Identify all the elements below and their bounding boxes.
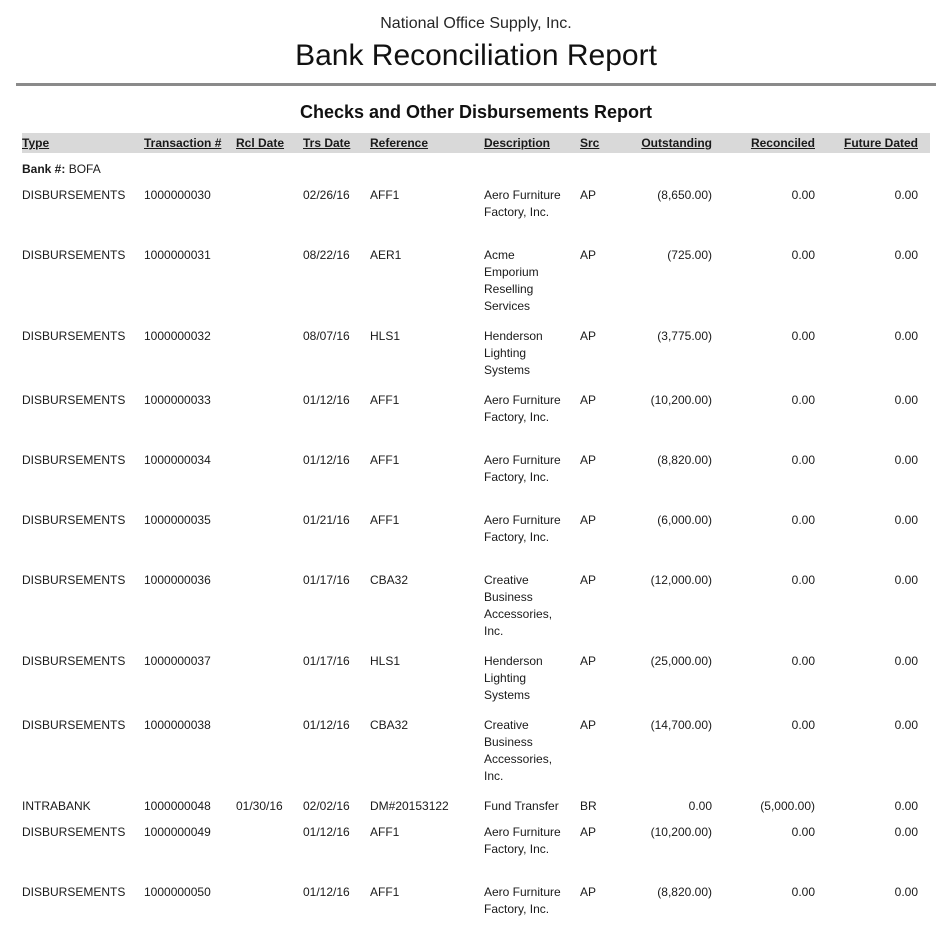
section-title: Checks and Other Disbursements Report bbox=[299, 102, 653, 122]
cell-src bbox=[580, 325, 626, 389]
cell-reference bbox=[370, 795, 484, 821]
cell-reference bbox=[370, 821, 484, 881]
cell-text: HLS1 bbox=[370, 654, 401, 668]
cell-type bbox=[22, 389, 144, 449]
cell-text: 0.00 bbox=[894, 718, 918, 732]
cell-text: Creative Business Accessories, Inc. bbox=[484, 718, 553, 783]
cell-reference bbox=[370, 184, 484, 244]
cell-text: Aero Furniture Factory, Inc. bbox=[484, 885, 561, 916]
cell-text: AFF1 bbox=[370, 885, 400, 899]
cell-trs_date bbox=[303, 821, 370, 881]
cell-rcl_date bbox=[236, 509, 303, 569]
table-row bbox=[22, 509, 930, 569]
cell-outstanding bbox=[626, 881, 730, 941]
cell-text: Aero Furniture Factory, Inc. bbox=[484, 188, 561, 219]
table-row bbox=[22, 795, 930, 821]
disbursements-table bbox=[22, 133, 930, 941]
cell-reconciled bbox=[730, 389, 830, 449]
cell-description bbox=[484, 325, 580, 389]
cell-reconciled bbox=[730, 509, 830, 569]
cell-text: Aero Furniture Factory, Inc. bbox=[484, 513, 561, 544]
cell-text: 01/12/16 bbox=[303, 393, 350, 407]
cell-type bbox=[22, 449, 144, 509]
cell-text: AP bbox=[580, 573, 597, 587]
cell-src bbox=[580, 509, 626, 569]
bank-group-cell bbox=[22, 153, 930, 184]
cell-future_dated bbox=[830, 650, 930, 714]
column-header-label: Src bbox=[580, 136, 600, 150]
cell-future_dated bbox=[830, 881, 930, 941]
cell-text: 01/17/16 bbox=[303, 573, 350, 587]
cell-future_dated bbox=[830, 389, 930, 449]
cell-future_dated bbox=[830, 509, 930, 569]
cell-text: 0.00 bbox=[791, 825, 815, 839]
cell-text: Aero Furniture Factory, Inc. bbox=[484, 453, 561, 484]
column-header-label: Type bbox=[22, 136, 50, 150]
column-header-label: Transaction # bbox=[144, 136, 222, 150]
table-row bbox=[22, 821, 930, 881]
cell-rcl_date bbox=[236, 244, 303, 325]
cell-text: 0.00 bbox=[894, 573, 918, 587]
cell-trs_date bbox=[303, 184, 370, 244]
cell-text: (10,200.00) bbox=[650, 393, 712, 407]
cell-text: AP bbox=[580, 188, 597, 202]
cell-text: 1000000036 bbox=[144, 573, 211, 587]
cell-text: 1000000049 bbox=[144, 825, 211, 839]
cell-rcl_date bbox=[236, 714, 303, 795]
cell-rcl_date bbox=[236, 821, 303, 881]
cell-text: CBA32 bbox=[370, 573, 409, 587]
column-header-src bbox=[580, 133, 626, 153]
cell-text: 0.00 bbox=[894, 248, 918, 262]
cell-trs_date bbox=[303, 244, 370, 325]
cell-text: 0.00 bbox=[791, 188, 815, 202]
column-header-label: Description bbox=[484, 136, 551, 150]
table-body bbox=[22, 153, 930, 941]
cell-src bbox=[580, 389, 626, 449]
cell-reconciled bbox=[730, 184, 830, 244]
cell-text: DISBURSEMENTS bbox=[22, 718, 126, 732]
cell-description bbox=[484, 389, 580, 449]
cell-reconciled bbox=[730, 650, 830, 714]
cell-future_dated bbox=[830, 325, 930, 389]
column-header-label: Rcl Date bbox=[236, 136, 285, 150]
cell-text: AFF1 bbox=[370, 393, 400, 407]
cell-reference bbox=[370, 650, 484, 714]
column-header-rcl_date bbox=[236, 133, 303, 153]
cell-text: 0.00 bbox=[894, 799, 918, 813]
cell-text: 0.00 bbox=[894, 188, 918, 202]
cell-transaction bbox=[144, 449, 236, 509]
cell-rcl_date bbox=[236, 389, 303, 449]
cell-text: DISBURSEMENTS bbox=[22, 513, 126, 527]
cell-text: 01/12/16 bbox=[303, 453, 350, 467]
cell-text: DISBURSEMENTS bbox=[22, 825, 126, 839]
cell-text: (10,200.00) bbox=[650, 825, 712, 839]
cell-reference bbox=[370, 325, 484, 389]
cell-text: (25,000.00) bbox=[650, 654, 712, 668]
cell-outstanding bbox=[626, 569, 730, 650]
table-row bbox=[22, 449, 930, 509]
column-header-label: Future Dated bbox=[843, 136, 918, 150]
cell-outstanding bbox=[626, 714, 730, 795]
cell-text: (8,820.00) bbox=[657, 885, 712, 899]
cell-text: INTRABANK bbox=[22, 799, 91, 813]
cell-reference bbox=[370, 449, 484, 509]
table-row bbox=[22, 714, 930, 795]
cell-future_dated bbox=[830, 244, 930, 325]
cell-text: (14,700.00) bbox=[650, 718, 712, 732]
cell-text: DM#20153122 bbox=[370, 799, 449, 813]
cell-text: AFF1 bbox=[370, 453, 400, 467]
cell-trs_date bbox=[303, 881, 370, 941]
cell-text: AFF1 bbox=[370, 188, 400, 202]
cell-type bbox=[22, 795, 144, 821]
column-header-label: Trs Date bbox=[303, 136, 351, 150]
cell-transaction bbox=[144, 881, 236, 941]
cell-text: AP bbox=[580, 885, 597, 899]
cell-outstanding bbox=[626, 325, 730, 389]
cell-src bbox=[580, 714, 626, 795]
cell-rcl_date bbox=[236, 569, 303, 650]
column-header-type bbox=[22, 133, 144, 153]
cell-text: 0.00 bbox=[791, 885, 815, 899]
cell-trs_date bbox=[303, 389, 370, 449]
cell-reference bbox=[370, 714, 484, 795]
cell-text: 1000000034 bbox=[144, 453, 211, 467]
cell-text: 0.00 bbox=[791, 513, 815, 527]
cell-outstanding bbox=[626, 650, 730, 714]
cell-src bbox=[580, 881, 626, 941]
cell-text: DISBURSEMENTS bbox=[22, 188, 126, 202]
cell-text: HLS1 bbox=[370, 329, 401, 343]
table-row bbox=[22, 881, 930, 941]
cell-rcl_date bbox=[236, 184, 303, 244]
cell-text: 1000000035 bbox=[144, 513, 211, 527]
cell-trs_date bbox=[303, 650, 370, 714]
header-divider bbox=[16, 83, 936, 86]
cell-reconciled bbox=[730, 244, 830, 325]
cell-outstanding bbox=[626, 449, 730, 509]
cell-description bbox=[484, 821, 580, 881]
cell-outstanding bbox=[626, 821, 730, 881]
cell-transaction bbox=[144, 795, 236, 821]
cell-type bbox=[22, 650, 144, 714]
cell-rcl_date bbox=[236, 650, 303, 714]
cell-reference bbox=[370, 569, 484, 650]
cell-reconciled bbox=[730, 821, 830, 881]
cell-rcl_date bbox=[236, 795, 303, 821]
cell-text: AER1 bbox=[370, 248, 402, 262]
cell-transaction bbox=[144, 509, 236, 569]
cell-description bbox=[484, 509, 580, 569]
column-header-transaction bbox=[144, 133, 236, 153]
cell-text: (5,000.00) bbox=[760, 799, 815, 813]
cell-text: 0.00 bbox=[894, 329, 918, 343]
cell-text: DISBURSEMENTS bbox=[22, 885, 126, 899]
cell-text: 01/21/16 bbox=[303, 513, 350, 527]
cell-text: 1000000032 bbox=[144, 329, 211, 343]
cell-text: BR bbox=[580, 799, 597, 813]
cell-text: 0.00 bbox=[791, 393, 815, 407]
cell-text: 02/02/16 bbox=[303, 799, 350, 813]
cell-text: (3,775.00) bbox=[657, 329, 712, 343]
cell-text: 02/26/16 bbox=[303, 188, 350, 202]
cell-text: 0.00 bbox=[894, 393, 918, 407]
column-header-trs_date bbox=[303, 133, 370, 153]
cell-text: 01/17/16 bbox=[303, 654, 350, 668]
cell-text: 0.00 bbox=[791, 453, 815, 467]
cell-text: 01/30/16 bbox=[236, 799, 283, 813]
cell-outstanding bbox=[626, 244, 730, 325]
cell-future_dated bbox=[830, 184, 930, 244]
cell-text: AP bbox=[580, 453, 597, 467]
cell-text: AP bbox=[580, 393, 597, 407]
column-header-outstanding bbox=[626, 133, 730, 153]
cell-trs_date bbox=[303, 795, 370, 821]
company-name: National Office Supply, Inc. bbox=[380, 15, 572, 32]
cell-reconciled bbox=[730, 881, 830, 941]
column-header-label: Reconciled bbox=[750, 136, 815, 150]
cell-reconciled bbox=[730, 795, 830, 821]
cell-text: (8,820.00) bbox=[657, 453, 712, 467]
cell-future_dated bbox=[830, 569, 930, 650]
cell-reconciled bbox=[730, 449, 830, 509]
cell-text: 08/07/16 bbox=[303, 329, 350, 343]
cell-text: AP bbox=[580, 654, 597, 668]
cell-description bbox=[484, 569, 580, 650]
cell-text: (8,650.00) bbox=[657, 188, 712, 202]
cell-description bbox=[484, 244, 580, 325]
cell-outstanding bbox=[626, 509, 730, 569]
cell-reference bbox=[370, 881, 484, 941]
cell-type bbox=[22, 244, 144, 325]
cell-reference bbox=[370, 509, 484, 569]
cell-type bbox=[22, 569, 144, 650]
cell-trs_date bbox=[303, 449, 370, 509]
cell-src bbox=[580, 795, 626, 821]
cell-transaction bbox=[144, 389, 236, 449]
cell-text: 1000000030 bbox=[144, 188, 211, 202]
cell-text: AP bbox=[580, 329, 597, 343]
report-title: Bank Reconciliation Report bbox=[295, 39, 657, 72]
cell-text: DISBURSEMENTS bbox=[22, 393, 126, 407]
cell-trs_date bbox=[303, 569, 370, 650]
cell-trs_date bbox=[303, 325, 370, 389]
table-head bbox=[22, 133, 930, 153]
cell-rcl_date bbox=[236, 449, 303, 509]
cell-transaction bbox=[144, 821, 236, 881]
cell-text: 1000000050 bbox=[144, 885, 211, 899]
cell-text: 0.00 bbox=[894, 825, 918, 839]
cell-text: Acme Emporium Reselling Services bbox=[484, 248, 539, 313]
cell-type bbox=[22, 325, 144, 389]
cell-text: 1000000048 bbox=[144, 799, 211, 813]
cell-description bbox=[484, 650, 580, 714]
cell-trs_date bbox=[303, 714, 370, 795]
cell-future_dated bbox=[830, 821, 930, 881]
cell-type bbox=[22, 821, 144, 881]
cell-trs_date bbox=[303, 509, 370, 569]
cell-description bbox=[484, 184, 580, 244]
cell-reconciled bbox=[730, 325, 830, 389]
cell-text: DISBURSEMENTS bbox=[22, 248, 126, 262]
column-header-reconciled bbox=[730, 133, 830, 153]
cell-text: 0.00 bbox=[688, 799, 712, 813]
cell-text: (12,000.00) bbox=[650, 573, 712, 587]
table-header-row bbox=[22, 133, 930, 153]
table-row bbox=[22, 569, 930, 650]
cell-type bbox=[22, 881, 144, 941]
bank-number-label: Bank #: bbox=[22, 162, 69, 176]
cell-text: DISBURSEMENTS bbox=[22, 453, 126, 467]
cell-future_dated bbox=[830, 795, 930, 821]
cell-text: CBA32 bbox=[370, 718, 409, 732]
cell-type bbox=[22, 509, 144, 569]
column-header-label: Outstanding bbox=[641, 136, 712, 150]
cell-text: 0.00 bbox=[791, 718, 815, 732]
cell-transaction bbox=[144, 569, 236, 650]
cell-transaction bbox=[144, 325, 236, 389]
cell-text: AP bbox=[580, 248, 597, 262]
table-row bbox=[22, 184, 930, 244]
column-header-label: Reference bbox=[370, 136, 429, 150]
cell-text: AFF1 bbox=[370, 825, 400, 839]
cell-outstanding bbox=[626, 795, 730, 821]
table-row bbox=[22, 650, 930, 714]
cell-reconciled bbox=[730, 714, 830, 795]
cell-transaction bbox=[144, 244, 236, 325]
cell-outstanding bbox=[626, 389, 730, 449]
cell-text: (725.00) bbox=[667, 248, 712, 262]
cell-text: 01/12/16 bbox=[303, 718, 350, 732]
bank-number-value: BOFA bbox=[68, 162, 101, 176]
cell-type bbox=[22, 184, 144, 244]
column-header-reference bbox=[370, 133, 484, 153]
cell-text: DISBURSEMENTS bbox=[22, 654, 126, 668]
cell-text: 0.00 bbox=[894, 654, 918, 668]
cell-text: AFF1 bbox=[370, 513, 400, 527]
cell-text: Aero Furniture Factory, Inc. bbox=[484, 825, 561, 856]
cell-text: 0.00 bbox=[894, 885, 918, 899]
column-header-description bbox=[484, 133, 580, 153]
cell-text: 0.00 bbox=[894, 453, 918, 467]
table-row bbox=[22, 389, 930, 449]
cell-text: (6,000.00) bbox=[657, 513, 712, 527]
cell-description bbox=[484, 449, 580, 509]
cell-rcl_date bbox=[236, 325, 303, 389]
cell-transaction bbox=[144, 184, 236, 244]
cell-text: 0.00 bbox=[791, 248, 815, 262]
cell-description bbox=[484, 714, 580, 795]
cell-text: Henderson Lighting Systems bbox=[484, 654, 543, 702]
cell-future_dated bbox=[830, 449, 930, 509]
bank-group-row bbox=[22, 153, 930, 184]
cell-description bbox=[484, 881, 580, 941]
cell-text: 1000000038 bbox=[144, 718, 211, 732]
cell-text: Aero Furniture Factory, Inc. bbox=[484, 393, 561, 424]
cell-text: 08/22/16 bbox=[303, 248, 350, 262]
cell-src bbox=[580, 449, 626, 509]
cell-src bbox=[580, 184, 626, 244]
cell-type bbox=[22, 714, 144, 795]
cell-text: AP bbox=[580, 513, 597, 527]
cell-text: 0.00 bbox=[791, 573, 815, 587]
cell-text: 0.00 bbox=[791, 329, 815, 343]
cell-text: 0.00 bbox=[791, 654, 815, 668]
cell-reference bbox=[370, 389, 484, 449]
column-header-future_dated bbox=[830, 133, 930, 153]
cell-text: 1000000031 bbox=[144, 248, 211, 262]
cell-src bbox=[580, 244, 626, 325]
cell-text: 1000000033 bbox=[144, 393, 211, 407]
cell-src bbox=[580, 650, 626, 714]
cell-text: Creative Business Accessories, Inc. bbox=[484, 573, 553, 638]
cell-text: 01/12/16 bbox=[303, 885, 350, 899]
cell-transaction bbox=[144, 714, 236, 795]
cell-future_dated bbox=[830, 714, 930, 795]
cell-src bbox=[580, 821, 626, 881]
cell-text: AP bbox=[580, 718, 597, 732]
cell-text: DISBURSEMENTS bbox=[22, 573, 126, 587]
cell-text: AP bbox=[580, 825, 597, 839]
cell-reconciled bbox=[730, 569, 830, 650]
cell-text: Henderson Lighting Systems bbox=[484, 329, 543, 377]
cell-text: 01/12/16 bbox=[303, 825, 350, 839]
cell-reference bbox=[370, 244, 484, 325]
cell-rcl_date bbox=[236, 881, 303, 941]
cell-text: 1000000037 bbox=[144, 654, 211, 668]
cell-text: DISBURSEMENTS bbox=[22, 329, 126, 343]
cell-text: Fund Transfer bbox=[484, 799, 559, 813]
cell-transaction bbox=[144, 650, 236, 714]
cell-description bbox=[484, 795, 580, 821]
table-row bbox=[22, 244, 930, 325]
cell-src bbox=[580, 569, 626, 650]
table-row bbox=[22, 325, 930, 389]
cell-text: 0.00 bbox=[894, 513, 918, 527]
cell-outstanding bbox=[626, 184, 730, 244]
